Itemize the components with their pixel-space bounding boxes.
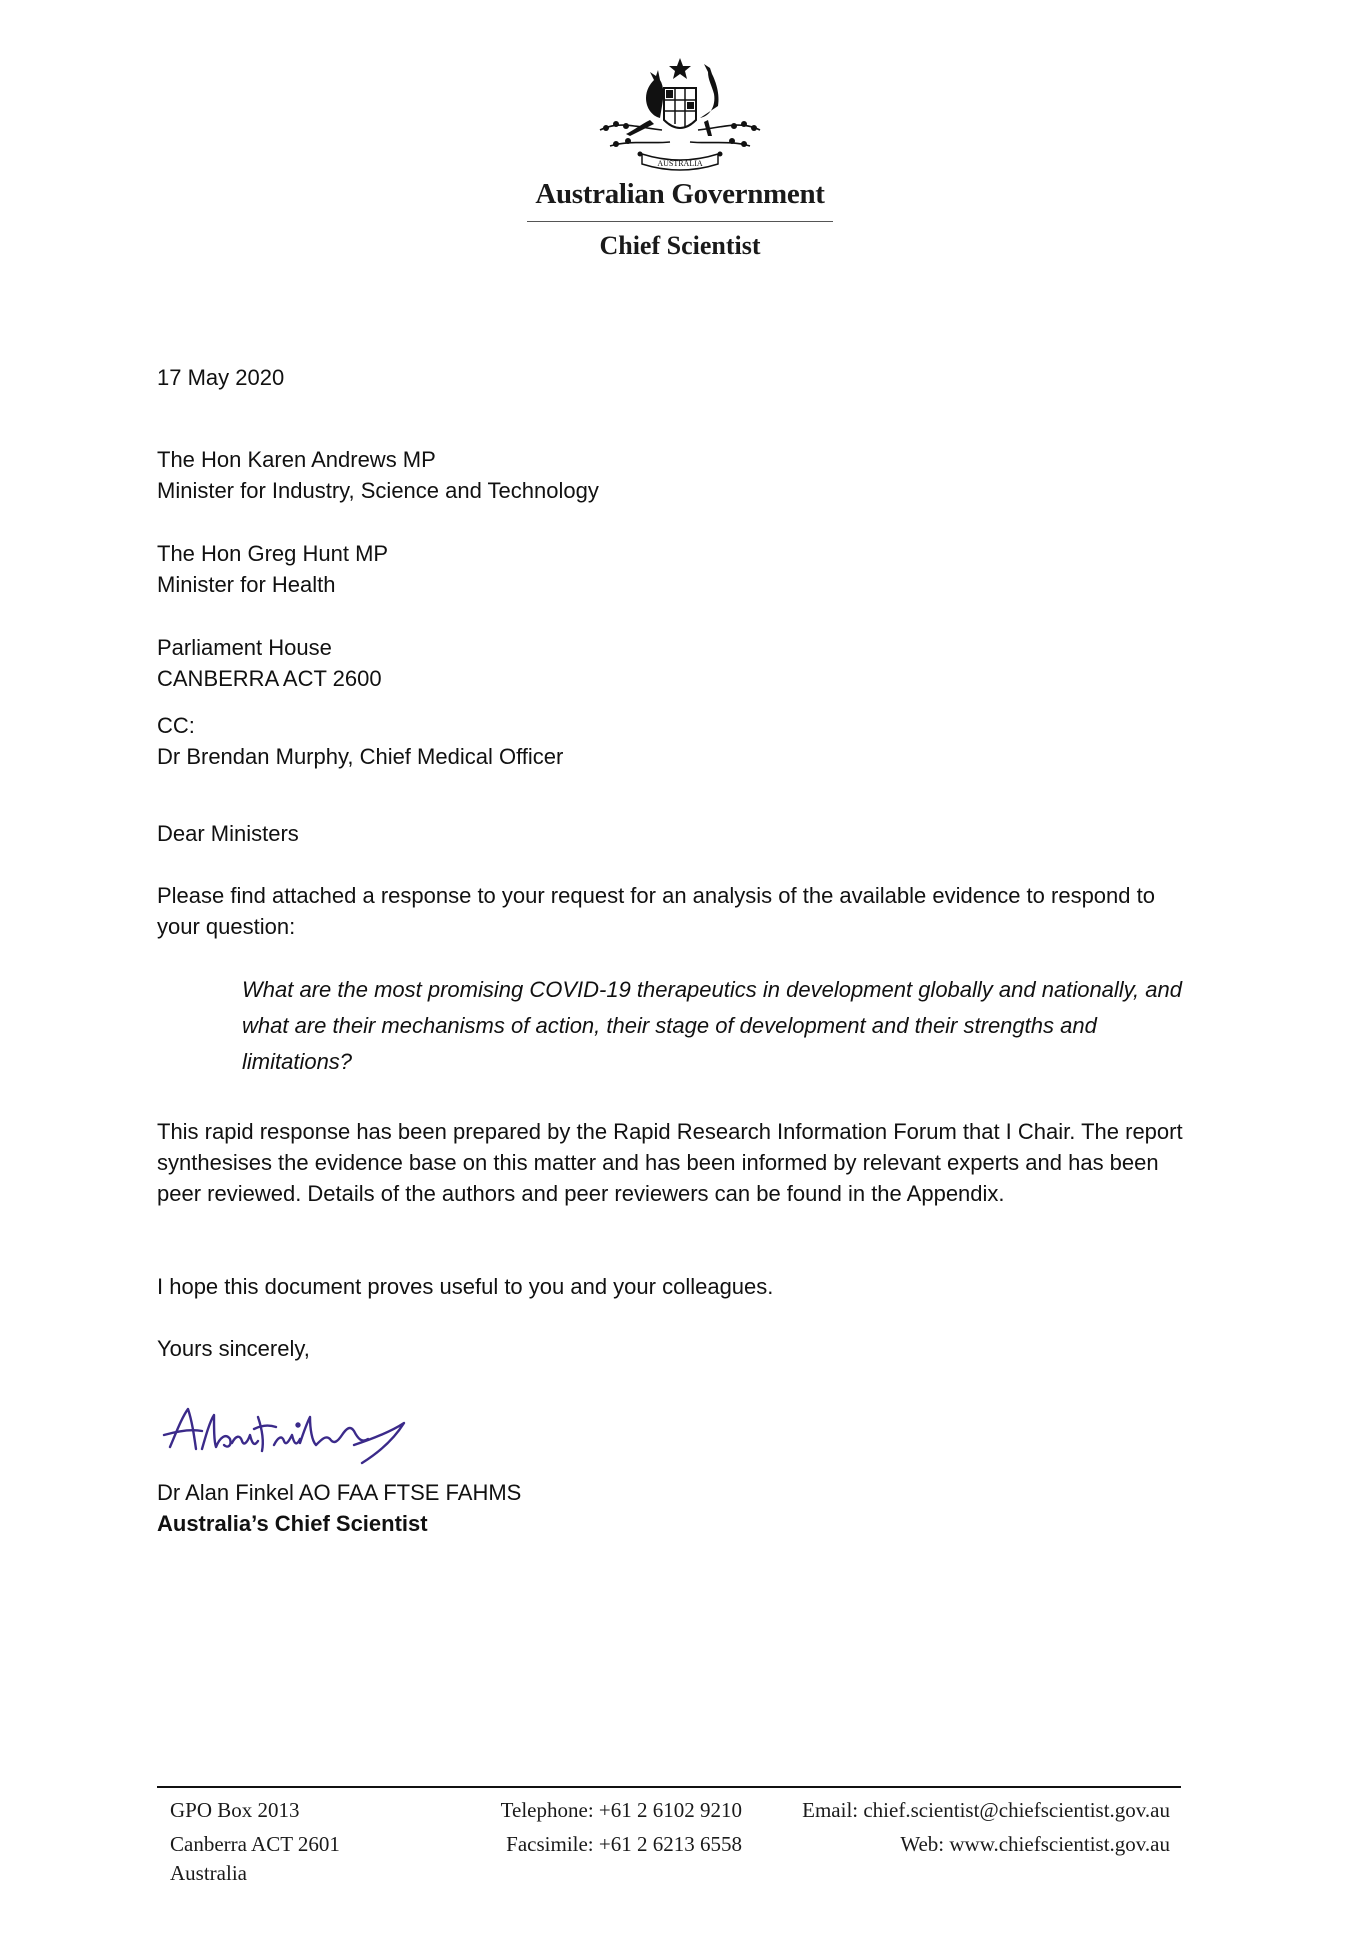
intro-paragraph: Please find attached a response to your request for an analysis of the available evidence to respond to your question: (157, 883, 1155, 939)
letterhead-divider (527, 221, 833, 222)
signatory-title: Australia’s Chief Scientist (157, 1511, 428, 1536)
recipient-2-name: The Hon Greg Hunt MP (157, 541, 389, 566)
address-line-2: CANBERRA ACT 2600 (157, 666, 382, 691)
cc-label: CC: (157, 713, 195, 738)
recipient-1-title: Minister for Industry, Science and Technology (157, 478, 599, 503)
footer-facsimile: Facsimile: +61 2 6213 6558 (506, 1832, 742, 1856)
handwritten-signature (158, 1395, 418, 1470)
signatory-name: Dr Alan Finkel AO FAA FTSE FAHMS (157, 1480, 522, 1505)
footer-phone-block (430, 1796, 742, 1859)
question-quote: What are the most promising COVID-19 therapeutics in development globally and nationally, and what are their mechanisms of action, their stage of development and their strengths and limitations? (242, 977, 1182, 1074)
address-line-1: Parliament House (157, 635, 332, 660)
closing-note: I hope this document proves useful to you and your colleagues. (157, 1274, 774, 1299)
footer-postal-line-1: GPO Box 2013 (170, 1798, 300, 1822)
footer-divider (157, 1786, 1181, 1788)
government-name: Australian Government (535, 178, 825, 210)
letter-date: 17 May 2020 (157, 365, 285, 390)
footer-postal-line-2: Canberra ACT 2601 (170, 1832, 340, 1856)
footer-postal-line-3: Australia (170, 1861, 247, 1885)
footer-web[interactable]: Web: www.chiefscientist.gov.au (900, 1832, 1170, 1856)
crest-motto: AUSTRALIA (657, 159, 703, 168)
footer-postal-address (170, 1796, 340, 1888)
office-name: Chief Scientist (599, 231, 761, 260)
footer-telephone: Telephone: +61 2 6102 9210 (500, 1798, 742, 1822)
recipient-1-name: The Hon Karen Andrews MP (157, 447, 436, 472)
recipient-2-title: Minister for Health (157, 572, 336, 597)
footer-contact-block (760, 1796, 1170, 1859)
salutation: Dear Ministers (157, 821, 299, 846)
footer-email[interactable]: Email: chief.scientist@chiefscientist.gov.au (802, 1798, 1170, 1822)
coat-of-arms-logo (580, 50, 780, 182)
cc-recipient: Dr Brendan Murphy, Chief Medical Officer (157, 744, 564, 769)
context-paragraph: This rapid response has been prepared by the Rapid Research Information Forum that I Chair. The report synthesises the evidence base on this matter and has been informed by relevant experts and has been peer reviewed. Details of the authors and peer reviewers can be found in the Appendix. (157, 1119, 1183, 1206)
signoff: Yours sincerely, (157, 1336, 310, 1361)
